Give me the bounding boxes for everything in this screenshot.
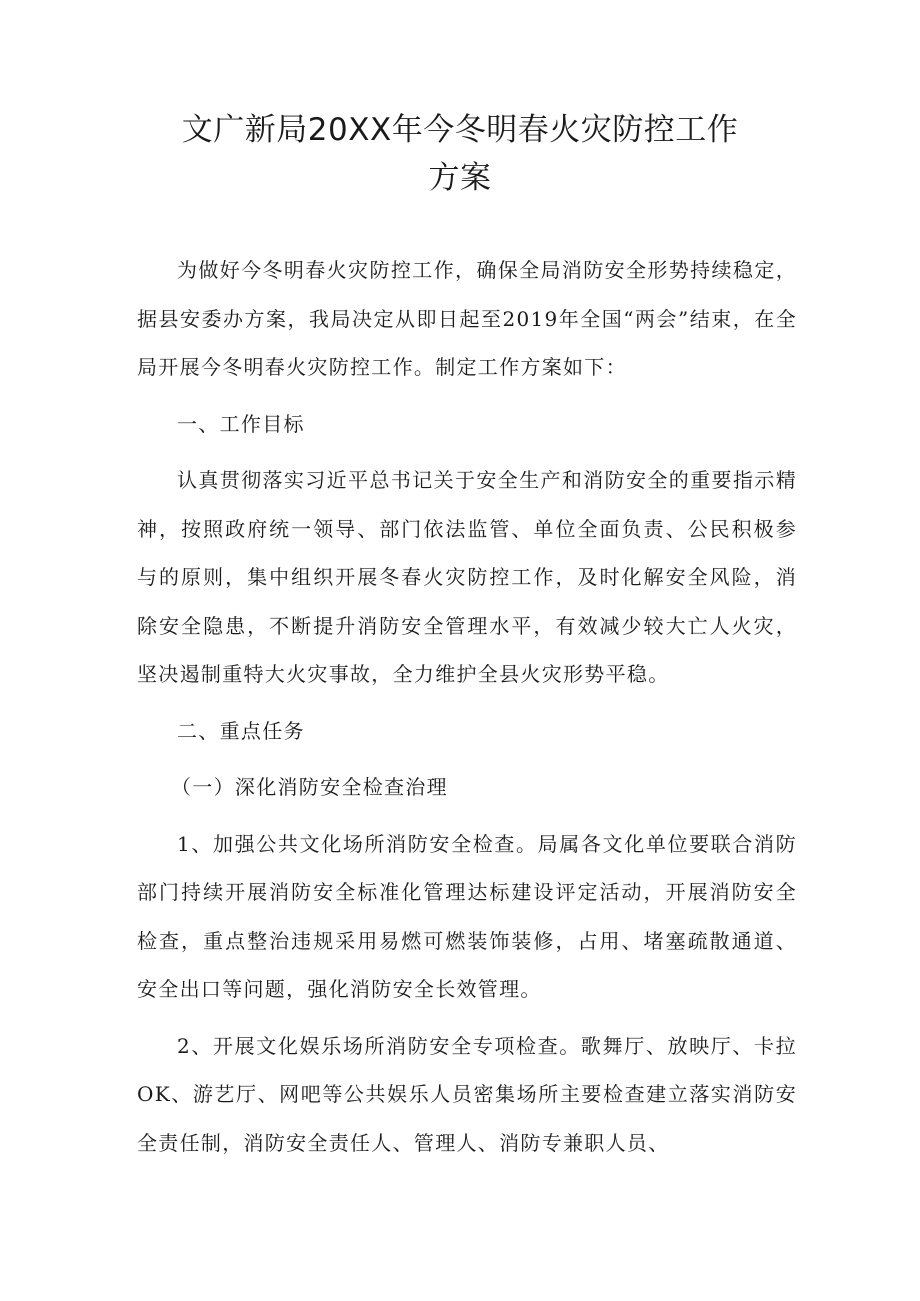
intro-paragraph: 为做好今冬明春火灾防控工作，确保全局消防安全形势持续稳定，据县安委办方案，我局决定从即日起至2019年全国“两会”结束，在全局开展今冬明春火灾防控工作。制定工作方案如下： [137,258,797,379]
goals-paragraph: 认真贯彻落实习近平总书记关于安全生产和消防安全的重要指示精神，按照政府统一领导、部门依法监管、单位全面负责、公民积极参与的原则，集中组织开展冬春火灾防控工作，及时化解安全风险，消除安全隐患，不断提升消防安全管理水平，有效减少较大亡人火灾，坚决遏制重特大火灾事故，全力维护全县火灾形势平稳。 [137,468,797,686]
task-item-2: 2、开展文化娱乐场所消防安全专项检查。歌舞厅、放映厅、卡拉OK、游艺厅、网吧等公共娱乐人员密集场所主要检查建立落实消防安全责任制，消防安全责任人、管理人、消防专兼职人员、 [137,1033,797,1155]
subsection-heading-inspection: （一）深化消防安全检查治理 [171,775,448,799]
section-heading-tasks: 二、重点任务 [177,718,305,743]
task-item-1: 1、加强公共文化场所消防安全检查。局属各文化单位要联合消防部门持续开展消防安全标准化管理达标建设评定活动，开展消防安全检查，重点整治违规采用易燃可燃装饰装修，占用、堵塞疏散通道、安全出口等问题，强化消防安全长效管理。 [137,831,797,1001]
title-line-1: 文广新局20XX年今冬明春火灾防控工作 [181,112,739,148]
document-title [120,106,800,202]
document-body [137,246,797,1175]
section-heading-goals: 一、工作目标 [177,411,305,436]
title-line-2: 方案 [428,160,492,196]
